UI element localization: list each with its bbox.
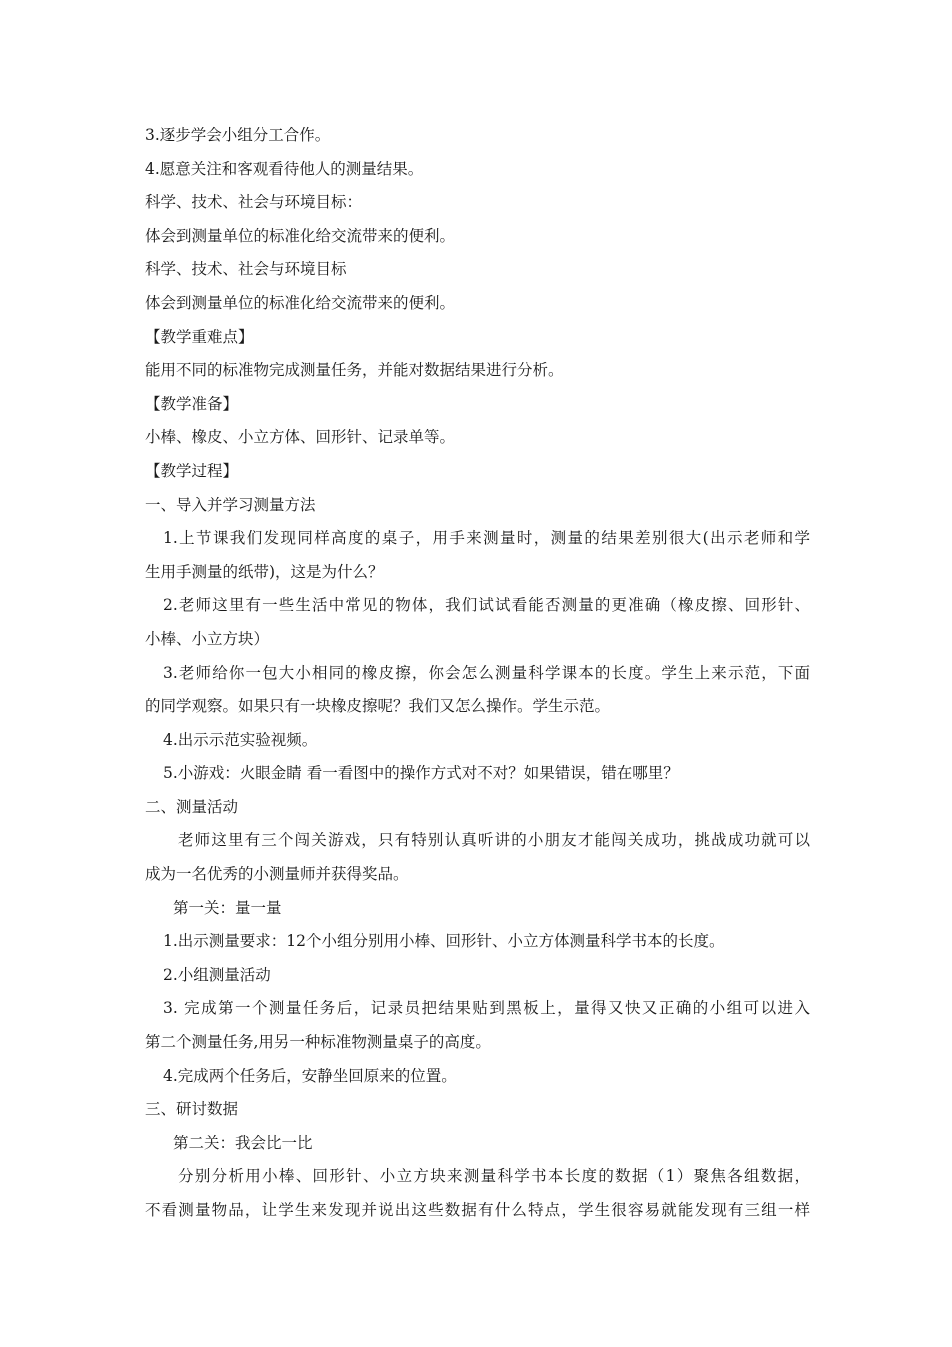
preparation-heading: 【教学准备】 xyxy=(145,394,239,413)
step-5-line: 5.小游戏：火眼金睛 看一看图中的操作方式对不对？如果错误，错在哪里？ xyxy=(163,764,679,783)
section-one-heading: 一、导入并学习测量方法 xyxy=(145,495,316,514)
document-page xyxy=(145,119,810,1228)
process-heading: 【教学过程】 xyxy=(145,461,239,480)
step-4-line: 4.出示示范实验视频。 xyxy=(163,730,318,749)
key-points-text: 能用不同的标准物完成测量任务，并能对数据结果进行分析。 xyxy=(145,361,564,380)
step-2-line-b: 小棒、小立方块） xyxy=(145,629,270,648)
stse-goal-text-repeat: 体会到测量单位的标准化给交流带来的便利。 xyxy=(145,293,456,312)
level-one-heading: 第一关：量一量 xyxy=(173,898,282,917)
step-2-line-a: 2.老师这里有一些生活中常见的物体，我们试试看能否测量的更准确（橡皮擦、回形针、 xyxy=(163,596,810,615)
analysis-line-b: 不看测量物品，让学生来发现并说出这些数据有什么特点，学生很容易就能发现有三组一样 xyxy=(145,1201,810,1219)
level-one-step-4: 4.完成两个任务后，安静坐回原来的位置。 xyxy=(163,1066,457,1085)
key-points-heading: 【教学重难点】 xyxy=(145,327,254,346)
objective-line-4: 4.愿意关注和客观看待他人的测量结果。 xyxy=(145,159,424,178)
stse-goal-text: 体会到测量单位的标准化给交流带来的便利。 xyxy=(145,226,456,245)
stse-goal-heading: 科学、技术、社会与环境目标： xyxy=(145,193,363,212)
activity-intro-line-a: 老师这里有三个闯关游戏，只有特别认真听讲的小朋友才能闯关成功，挑战成功就可以 xyxy=(178,831,810,850)
activity-intro-line-b: 成为一名优秀的小测量师并获得奖品。 xyxy=(145,865,409,884)
level-one-step-3-line-a: 3. 完成第一个测量任务后，记录员把结果贴到黑板上，量得又快又正确的小组可以进入 xyxy=(163,999,810,1018)
step-3-line-a: 3.老师给你一包大小相同的橡皮擦，你会怎么测量科学课本的长度。学生上来示范，下面 xyxy=(163,663,810,682)
section-two-heading: 二、测量活动 xyxy=(145,797,239,816)
preparation-text: 小棒、橡皮、小立方体、回形针、记录单等。 xyxy=(145,428,456,447)
analysis-line-a: 分别分析用小棒、回形针、小立方块来测量科学书本长度的数据（1）聚焦各组数据， xyxy=(178,1167,810,1186)
step-1-line-a: 1.上节课我们发现同样高度的桌子，用手来测量时，测量的结果差别很大(出示老师和学 xyxy=(163,529,810,548)
step-1-line-b: 生用手测量的纸带)，这是为什么？ xyxy=(145,562,384,581)
level-one-step-3-line-b: 第二个测量任务,用另一种标准物测量桌子的高度。 xyxy=(145,1033,491,1052)
level-one-step-2: 2.小组测量活动 xyxy=(163,965,271,984)
level-one-step-1: 1.出示测量要求：12个小组分别用小棒、回形针、小立方体测量科学书本的长度。 xyxy=(163,932,725,951)
stse-goal-heading-repeat: 科学、技术、社会与环境目标 xyxy=(145,260,347,279)
step-3-line-b: 的同学观察。如果只有一块橡皮擦呢？我们又怎么操作。学生示范。 xyxy=(145,697,611,716)
objective-line-3: 3.逐步学会小组分工合作。 xyxy=(145,126,331,144)
level-two-heading: 第二关：我会比一比 xyxy=(173,1133,313,1152)
section-three-heading: 三、研讨数据 xyxy=(145,1100,239,1119)
